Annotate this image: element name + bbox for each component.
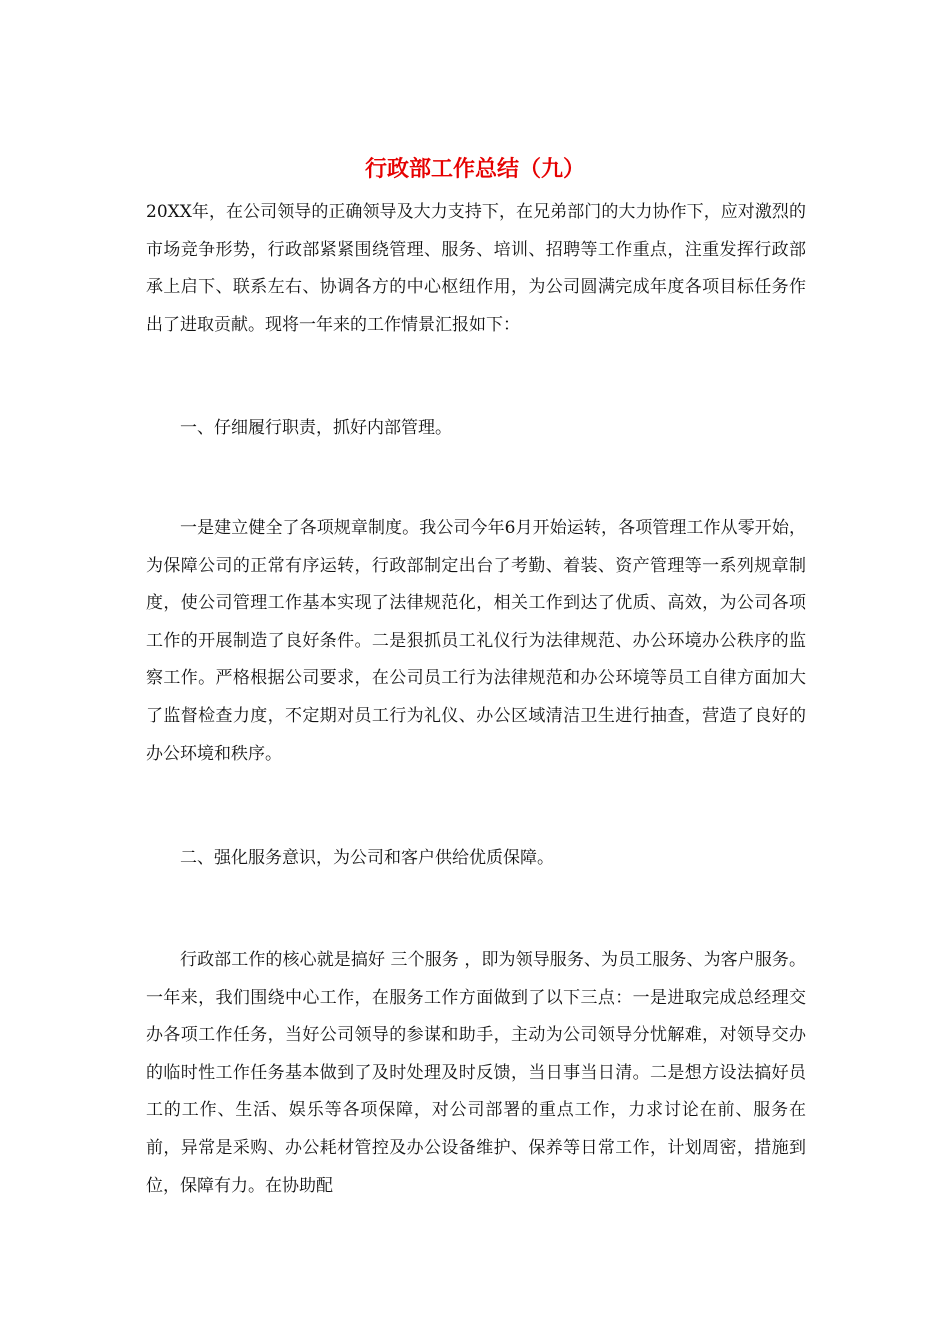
intro-paragraph: 20XX年，在公司领导的正确领导及大力支持下，在兄弟部门的大力协作下，应对激烈的市场竞争形势，行政部紧紧围绕管理、服务、培训、招聘等工作重点，注重发挥行政部承上启下、联系左右、协调各方的中心枢纽作用，为公司圆满完成年度各项目标任务作出了进取贡献。现将一年来的工作情景汇报如下： bbox=[146, 202, 806, 335]
section-1-body: 一是建立健全了各项规章制度。我公司今年6月开始运转，各项管理工作从零开始，为保障公司的正常有序运转，行政部制定出台了考勤、着装、资产管理等一系列规章制度，使公司管理工作基本实现了法律规范化，相关工作到达了优质、高效，为公司各项工作的开展制造了良好条件。二是狠抓员工礼仪行为法律规范、办公环境办公秩序的监察工作。严格根据公司要求，在公司员工行为法律规范和办公环境等员工自律方面加大了监督检查力度，不定期对员工行为礼仪、办公区域清洁卫生进行抽查，营造了良好的办公环境和秩序。 bbox=[146, 518, 806, 764]
section-2-heading: 二、强化服务意识，为公司和客户供给优质保障。 bbox=[180, 848, 554, 868]
document-title: 行政部工作总结（九） bbox=[364, 156, 585, 182]
section-2-body: 行政部工作的核心就是搞好 三个服务 ，即为领导服务、为员工服务、为客户服务。一年来，我们围绕中心工作，在服务工作方面做到了以下三点：一是进取完成总经理交办各项工作任务，当好公司领导的参谋和助手，主动为公司领导分忧解难，对领导交办的临时性工作任务基本做到了及时处理及时反馈，当日事当日清。二是想方设法搞好员工的工作、生活、娱乐等各项保障，对公司部署的重点工作，力求讨论在前、服务在前，异常是采购、办公耗材管控及办公设备维护、保养等日常工作，计划周密，措施到位，保障有力。在协助配 bbox=[146, 950, 806, 1196]
section-1-heading: 一、仔细履行职责，抓好内部管理。 bbox=[180, 418, 452, 438]
